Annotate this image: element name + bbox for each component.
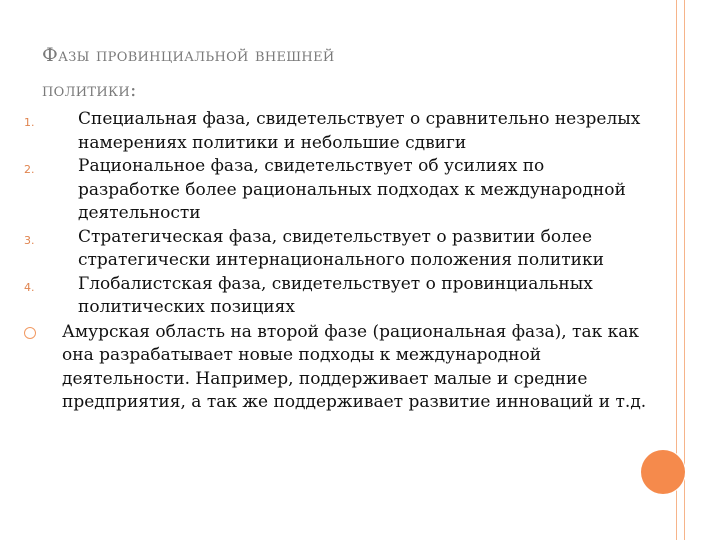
list-number: 3. — [24, 233, 35, 247]
slide-title — [42, 38, 642, 108]
bullet-paragraph — [24, 321, 649, 415]
decorative-circle-icon — [641, 450, 685, 494]
circle-bullet-icon — [24, 327, 36, 339]
list-number: 4. — [24, 280, 35, 294]
bullet-text: Амурская область на второй фазе (рациональная фаза), так как она разрабатывает новые подходы к международной деятельности. Например, поддерживает малые и средние предприятия, а так же поддерживает развитие инноваций и т.д. — [62, 321, 647, 412]
list-item — [24, 108, 649, 155]
slide-content — [24, 108, 649, 415]
list-item — [24, 155, 649, 226]
list-number: 2. — [24, 163, 35, 176]
list-item-text: Стратегическая фаза, свидетельствует о развитии более стратегически интернационального положения политики — [78, 226, 604, 270]
list-item — [24, 273, 649, 320]
list-item-text: Рациональное фаза, свидетельствует об усилиях по разработке более рациональных подходах к международной деятельности — [78, 156, 626, 223]
list-item — [24, 226, 649, 273]
list-item-text: Специальная фаза, свидетельствует о сравнительно незрелых намерениях политики и небольшие сдвиги — [78, 109, 641, 153]
title-line-2: политики: — [42, 79, 137, 101]
title-line-1: Фазы провинциальной внешней — [42, 44, 335, 66]
list-number: 1. — [24, 116, 35, 129]
list-item-text: Глобалистская фаза, свидетельствует о провинциальных политических позициях — [78, 273, 593, 317]
